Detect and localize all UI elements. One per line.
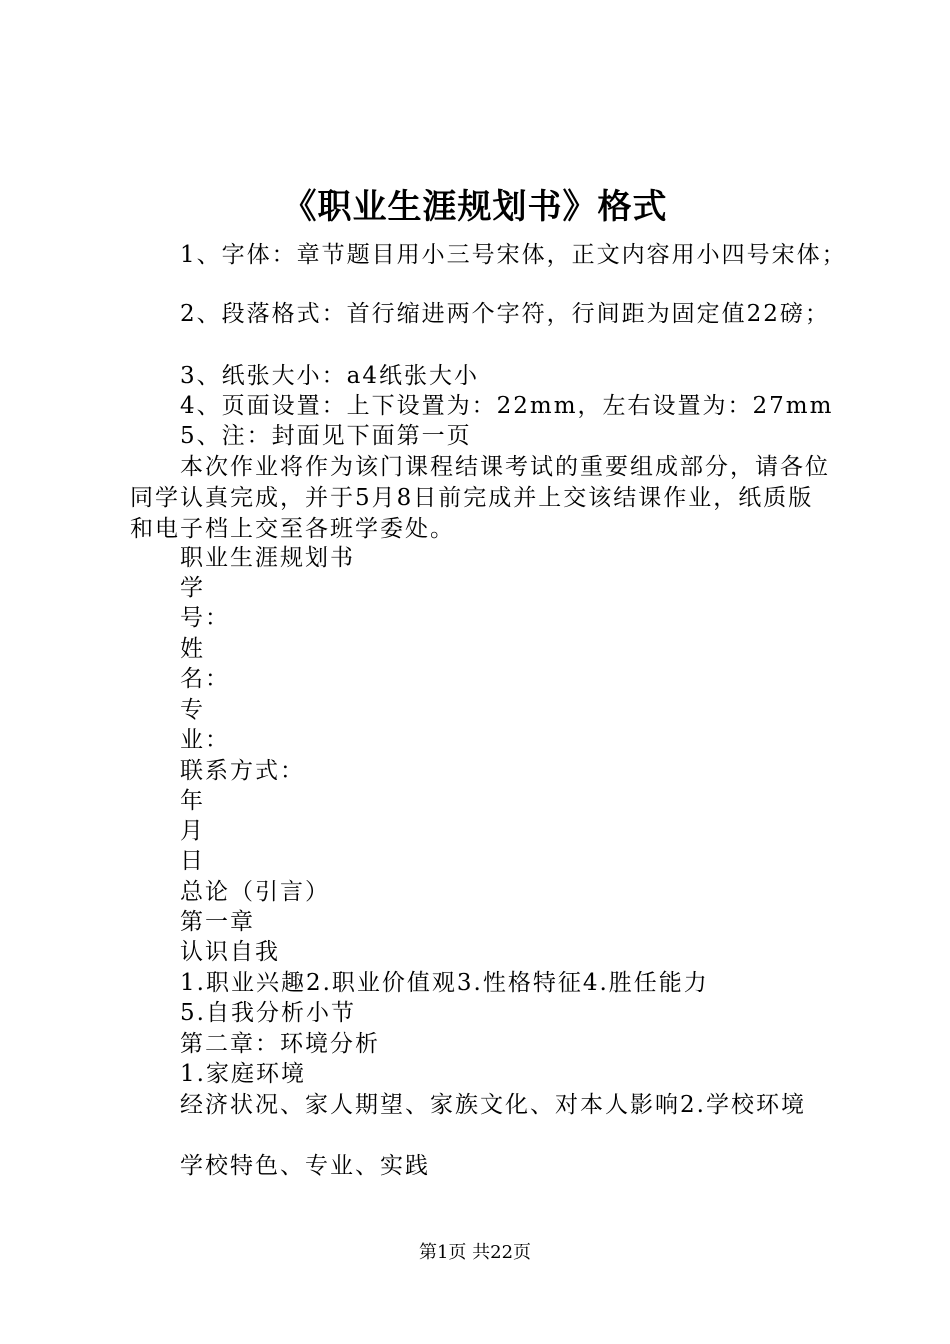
cover-student-id-label-part1: 学 (180, 575, 205, 601)
cover-day-label: 日 (180, 848, 205, 874)
outline-chapter2-item1-detail: 经济状况、家人期望、家族文化、对本人影响2.学校环境 (180, 1092, 806, 1118)
cover-major-label-part2: 业： (180, 727, 230, 753)
format-rule-paragraph: 2、段落格式：首行缩进两个字符，行间距为固定值22磅； (180, 301, 830, 327)
cover-name-label-part2: 名： (180, 666, 230, 692)
cover-name-label-part1: 姓 (180, 636, 205, 662)
outline-chapter1-items: 1.职业兴趣2.职业价值观3.性格特征4.胜任能力 (180, 970, 709, 996)
outline-chapter1-title: 第一章 (180, 909, 255, 935)
cover-major-label-part1: 专 (180, 697, 205, 723)
notice-paragraph: 本次作业将作为该门课程结课考试的重要组成部分，请各位同学认真完成，并于5月8日前完成并上交该结课作业，纸质版和电子档上交至各班学委处。 (130, 454, 830, 542)
outline-chapter2-item1: 1.家庭环境 (180, 1061, 306, 1087)
cover-contact-label: 联系方式： (180, 758, 305, 784)
outline-chapter2-title: 第二章：环境分析 (180, 1031, 380, 1057)
outline-chapter1-subtitle: 认识自我 (180, 939, 280, 965)
outline-chapter2-item2-detail: 学校特色、专业、实践 (180, 1153, 430, 1179)
format-rule-page-setup: 4、页面设置：上下设置为：22mm，左右设置为：27mm (180, 393, 834, 419)
outline-intro: 总论（引言） (180, 879, 330, 905)
format-rule-font: 1、字体：章节题目用小三号宋体，正文内容用小四号宋体； (180, 242, 847, 268)
cover-month-label: 月 (180, 818, 205, 844)
cover-heading: 职业生涯规划书 (180, 545, 355, 571)
outline-chapter1-summary: 5.自我分析小节 (180, 1000, 356, 1026)
cover-year-label: 年 (180, 788, 205, 814)
document-title: 《职业生涯规划书》格式 (282, 187, 668, 227)
page-footer: 第1页 共22页 (418, 1242, 532, 1263)
format-rule-paper-size: 3、纸张大小：a4纸张大小 (180, 363, 479, 389)
format-rule-note: 5、注：封面见下面第一页 (180, 423, 472, 449)
cover-student-id-label-part2: 号： (180, 605, 230, 631)
